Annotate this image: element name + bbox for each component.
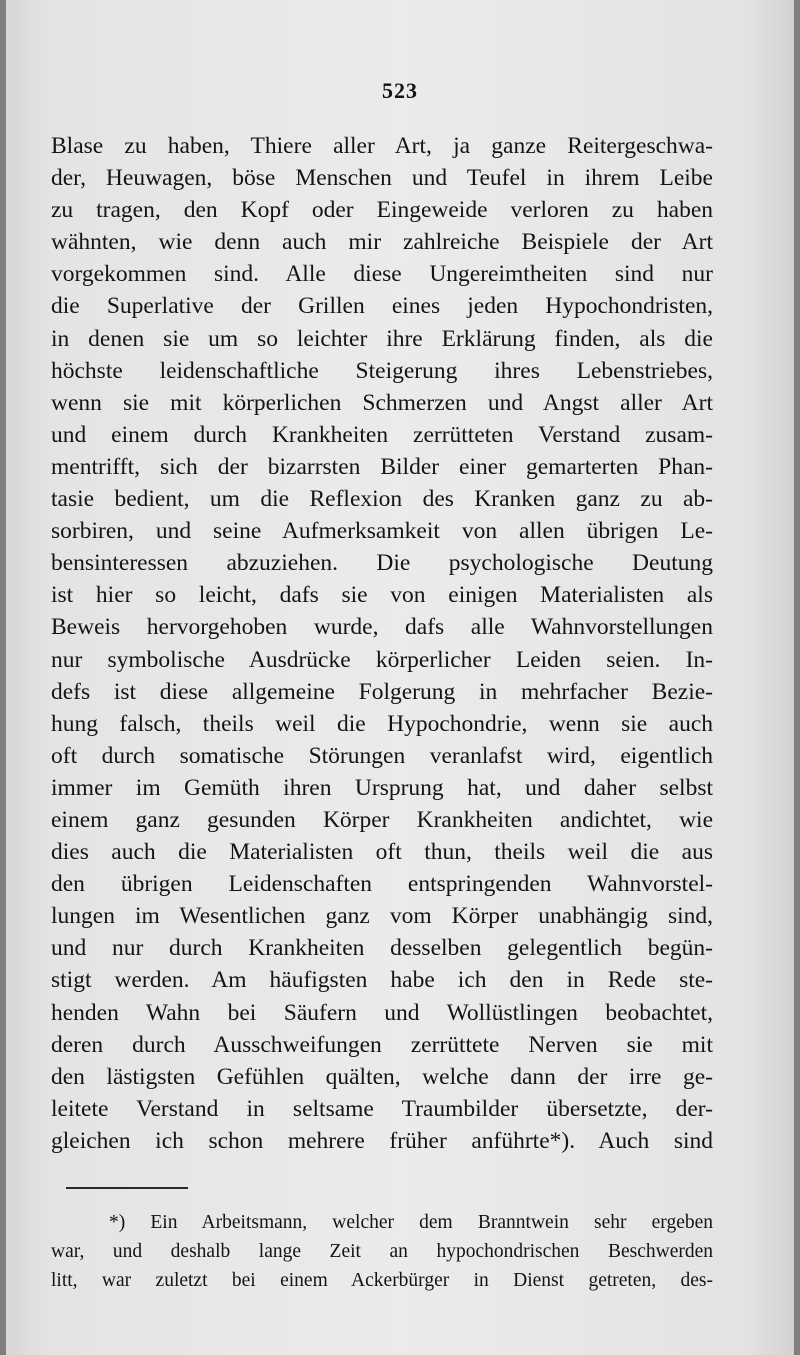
book-page: [6, 0, 794, 1355]
text-line: immer im Gemüth ihren Ursprung hat, und daher selbst: [51, 774, 713, 801]
footnote-separator: [66, 1187, 188, 1189]
text-line: der, Heuwagen, böse Menschen und Teufel in ihrem Leibe: [51, 165, 713, 192]
text-line: zu tragen, den Kopf oder Eingeweide verloren zu haben: [51, 197, 713, 224]
footnote-block: [51, 1208, 713, 1295]
page-number: 523: [382, 78, 418, 103]
text-line: vorgekommen sind. Alle diese Ungereimtheiten sind nur: [51, 261, 713, 288]
text-line: den übrigen Leidenschaften entspringenden Wahnvorstel-: [51, 871, 713, 898]
text-line: dies auch die Materialisten oft thun, theils weil die aus: [51, 839, 713, 866]
text-line: höchste leidenschaftliche Steigerung ihres Lebenstriebes,: [51, 357, 713, 384]
footnote-line: *) Ein Arbeitsmann, welcher dem Branntwein sehr ergeben: [109, 1212, 713, 1233]
text-line: mentrifft, sich der bizarrsten Bilder einer gemarterten Phan-: [51, 453, 713, 480]
text-line: wähnten, wie denn auch mir zahlreiche Beispiele der Art: [51, 229, 713, 256]
text-line: einem ganz gesunden Körper Krankheiten andichtet, wie: [51, 806, 713, 833]
text-line: sorbiren, und seine Aufmerksamkeit von allen übrigen Le-: [51, 518, 713, 545]
text-line: in denen sie um so leichter ihre Erklärung finden, als die: [51, 325, 713, 352]
text-line: defs ist diese allgemeine Folgerung in mehrfacher Bezie-: [51, 678, 713, 705]
text-line: die Superlative der Grillen eines jeden Hypochondristen,: [51, 293, 713, 320]
text-line: stigt werden. Am häufigsten habe ich den in Rede ste-: [51, 967, 713, 994]
text-line: nur symbolische Ausdrücke körperlicher Leiden seien. In-: [51, 646, 713, 673]
text-line: bensinteressen abzuziehen. Die psychologische Deutung: [51, 550, 713, 577]
text-line: leitete Verstand in seltsame Traumbilder übersetzte, der-: [51, 1095, 713, 1122]
text-line: gleichen ich schon mehrere früher anführte*). Auch sind: [51, 1127, 713, 1154]
footnote-line: litt, war zuletzt bei einem Ackerbürger in Dienst getreten, des-: [51, 1270, 713, 1291]
text-line: tasie bedient, um die Reflexion des Kranken ganz zu ab-: [51, 486, 713, 513]
text-line: Beweis hervorgehoben wurde, dafs alle Wahnvorstellungen: [51, 614, 713, 641]
text-line: oft durch somatische Störungen veranlafst wird, eigentlich: [51, 742, 713, 769]
text-line: hung falsch, theils weil die Hypochondrie, wenn sie auch: [51, 710, 713, 737]
text-line: und einem durch Krankheiten zerrütteten Verstand zusam-: [51, 421, 713, 448]
text-line: lungen im Wesentlichen ganz vom Körper unabhängig sind,: [51, 903, 713, 930]
footnote-line: war, und deshalb lange Zeit an hypochondrischen Beschwerden: [51, 1241, 713, 1262]
text-line: deren durch Ausschweifungen zerrüttete Nerven sie mit: [51, 1031, 713, 1058]
text-line: henden Wahn bei Säufern und Wollüstlingen beobachtet,: [51, 999, 713, 1026]
text-line: und nur durch Krankheiten desselben gelegentlich begün-: [51, 935, 713, 962]
text-line: wenn sie mit körperlichen Schmerzen und Angst aller Art: [51, 389, 713, 416]
text-line: ist hier so leicht, dafs sie von einigen Materialisten als: [51, 582, 713, 609]
text-line: Blase zu haben, Thiere aller Art, ja ganze Reitergeschwa-: [51, 133, 713, 159]
main-text-block: [51, 130, 713, 1157]
text-line: den lästigsten Gefühlen quälten, welche dann der irre ge-: [51, 1063, 713, 1090]
